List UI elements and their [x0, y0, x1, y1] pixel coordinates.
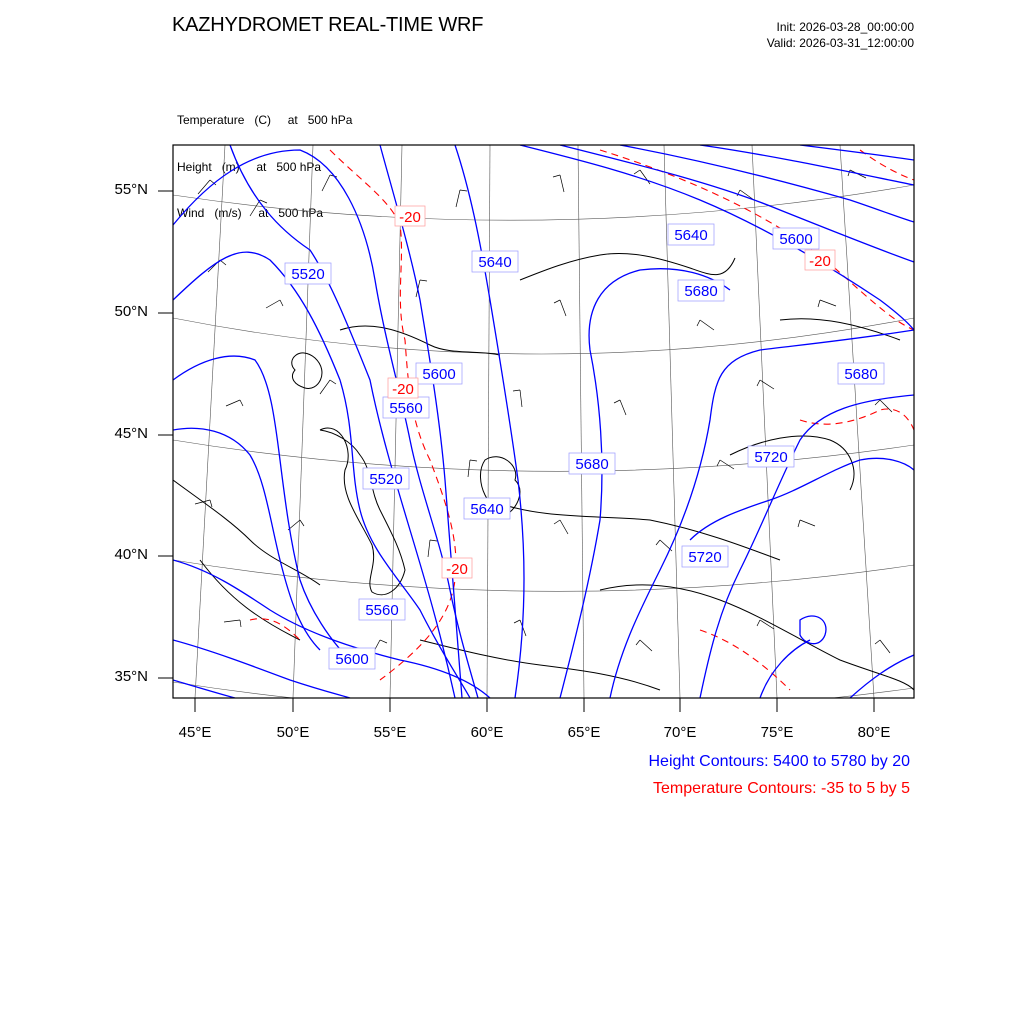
svg-text:5560: 5560: [365, 602, 399, 619]
lat-label: 50°N: [114, 303, 148, 320]
lon-label: 45°E: [178, 724, 212, 741]
lat-label: 40°N: [114, 546, 148, 563]
height-label: [838, 363, 884, 384]
height-label: [773, 228, 819, 249]
svg-text:5680: 5680: [684, 283, 718, 300]
svg-text:-20: -20: [399, 209, 421, 226]
height-label: [748, 446, 794, 467]
svg-text:5640: 5640: [478, 254, 512, 271]
field-temperature: Temperature (C) at 500 hPa: [177, 113, 353, 127]
height-label: [678, 280, 724, 301]
svg-text:5720: 5720: [688, 549, 722, 566]
svg-text:5520: 5520: [291, 266, 325, 283]
height-label: [682, 546, 728, 567]
map-title: KAZHYDROMET REAL-TIME WRF: [172, 14, 484, 36]
temp-label: [442, 558, 472, 578]
temp-label: [805, 250, 835, 270]
height-contour-labels: [285, 224, 884, 669]
lon-label: 55°E: [373, 724, 407, 741]
svg-text:5600: 5600: [422, 366, 456, 383]
height-label: [472, 251, 518, 272]
svg-text:5680: 5680: [844, 366, 878, 383]
svg-text:5520: 5520: [369, 471, 403, 488]
height-label: [285, 263, 331, 284]
svg-text:5640: 5640: [470, 501, 504, 518]
lat-label: 35°N: [114, 668, 148, 685]
height-label: [329, 648, 375, 669]
lon-label: 80°E: [857, 724, 891, 741]
lon-label: 70°E: [663, 724, 697, 741]
svg-text:5600: 5600: [779, 231, 813, 248]
svg-text:5720: 5720: [754, 449, 788, 466]
svg-text:5680: 5680: [575, 456, 609, 473]
valid-time: Valid: 2026-03-31_12:00:00: [766, 36, 914, 50]
lon-label: 60°E: [470, 724, 504, 741]
coastlines: [173, 253, 914, 690]
height-label: [383, 397, 429, 418]
height-label: [363, 468, 409, 489]
height-label: [668, 224, 714, 245]
temp-label: [388, 378, 418, 398]
legend-height: Height Contours: 5400 to 5780 by 20: [648, 753, 910, 770]
svg-text:-20: -20: [809, 253, 831, 270]
temp-label: [395, 206, 425, 226]
svg-text:-20: -20: [446, 561, 468, 578]
lon-label: 65°E: [567, 724, 601, 741]
height-label: [359, 599, 405, 620]
height-label: [569, 453, 615, 474]
svg-text:5600: 5600: [335, 651, 369, 668]
init-time: Init: 2026-03-28_00:00:00: [776, 20, 914, 34]
height-label: [416, 363, 462, 384]
svg-text:5560: 5560: [389, 400, 423, 417]
lat-label: 55°N: [114, 181, 148, 198]
lon-label: 50°E: [276, 724, 310, 741]
temperature-contour-labels: [388, 206, 835, 578]
field-wind: Wind (m/s) at 500 hPa: [177, 206, 324, 220]
legend-temperature: Temperature Contours: -35 to 5 by 5: [652, 780, 910, 797]
svg-text:-20: -20: [392, 381, 414, 398]
height-label: [464, 498, 510, 519]
lat-label: 45°N: [114, 425, 148, 442]
svg-text:5640: 5640: [674, 227, 708, 244]
field-height: Height (m) at 500 hPa: [177, 159, 322, 174]
lon-label: 75°E: [760, 724, 794, 741]
